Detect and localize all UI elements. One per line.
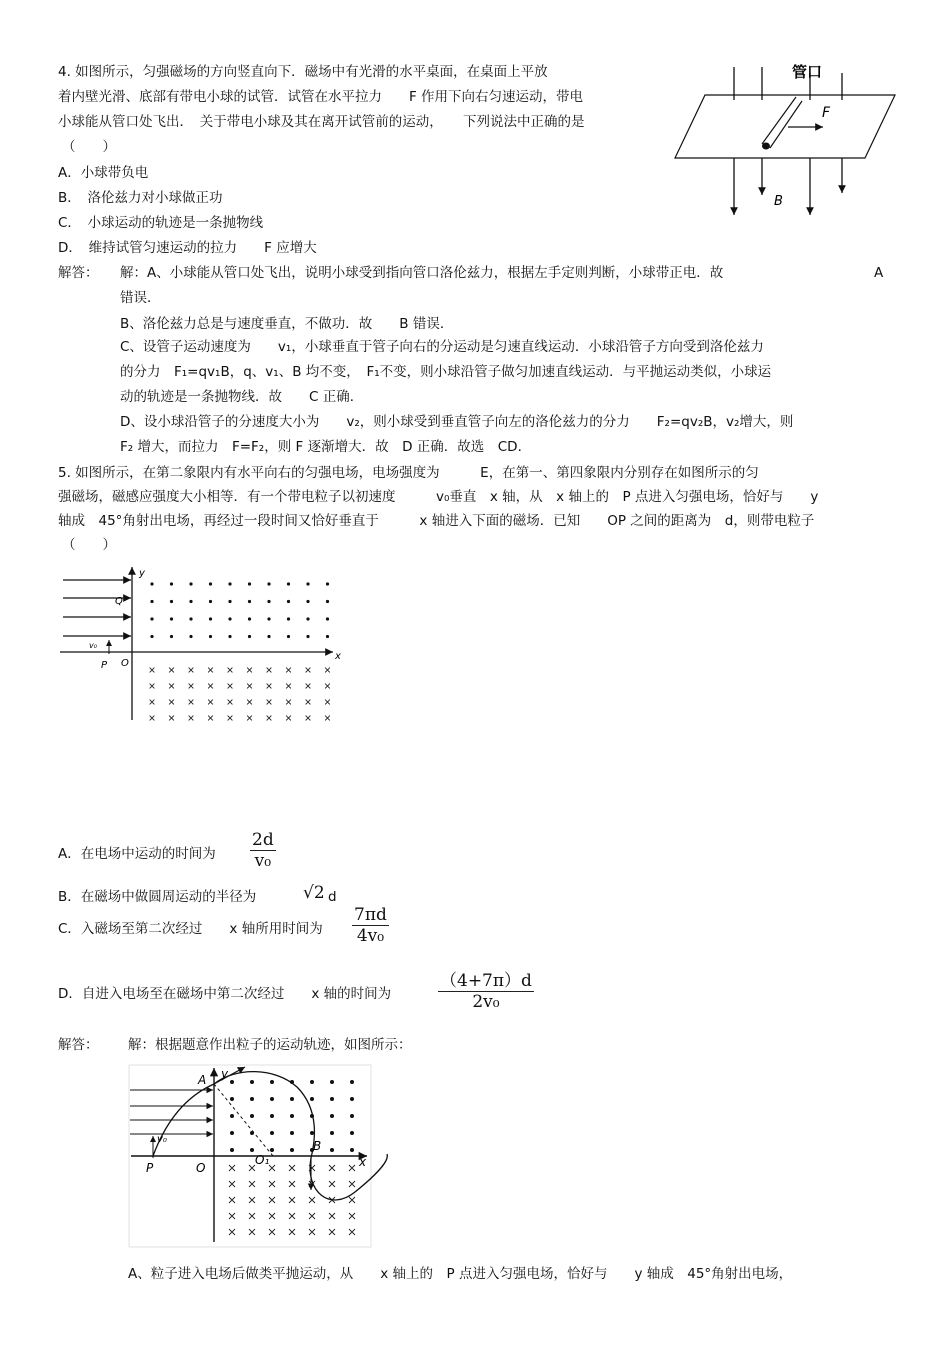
- point-p-label: P: [101, 660, 108, 671]
- field-dot: [250, 1148, 254, 1152]
- field-cross: [189, 684, 194, 689]
- point-a-label: A: [198, 1073, 207, 1087]
- field-cross: [267, 700, 272, 705]
- field-dot: [230, 1131, 234, 1135]
- field-cross: [189, 668, 194, 673]
- field-dot: [330, 1097, 334, 1101]
- y-axis-label: y: [221, 1067, 229, 1081]
- field-cross: [349, 1165, 355, 1171]
- field-cross: [329, 1181, 335, 1187]
- a5-line2: A、粒子进入电场后做类平抛运动，从 x 轴上的 P 点进入匀强电场，恰好与 y 轴成 45°角射出电场，: [128, 1266, 793, 1282]
- field-dot: [270, 1148, 274, 1152]
- q5-figure-field-diagram: [55, 562, 350, 732]
- field-dot: [287, 600, 290, 603]
- y-axis-label: y: [139, 568, 145, 579]
- field-cross: [169, 668, 174, 673]
- charged-ball: [762, 143, 770, 150]
- field-dot: [326, 582, 329, 585]
- a5-figure-trajectory: [125, 1062, 400, 1250]
- field-cross: [229, 1213, 235, 1219]
- q4-option-d: D． 维持试管匀速运动的拉力 F 应增大: [58, 240, 317, 256]
- q5-line2: 强磁场，磁感应强度大小相等．有一个带电粒子以初速度 v₀垂直 x 轴，从 x 轴上的 P 点进入匀强电场，恰好与 y: [58, 489, 819, 505]
- field-cross: [208, 716, 213, 721]
- field-dot: [170, 617, 173, 620]
- field-dot: [310, 1097, 314, 1101]
- a5-line1: 解：根据题意作出粒子的运动轨迹，如图所示：: [128, 1037, 412, 1053]
- field-cross: [289, 1181, 295, 1187]
- field-dot: [150, 635, 153, 638]
- field-cross: [349, 1181, 355, 1187]
- field-dot: [250, 1114, 254, 1118]
- magnetic-field-out-dots: [150, 582, 329, 638]
- fraction-numerator: 2d: [252, 830, 274, 850]
- field-cross: [286, 716, 291, 721]
- field-cross: [169, 716, 174, 721]
- q4-line2: 着内壁光滑、底部有带电小球的试管．试管在水平拉力 F 作用下向右匀速运动，带电: [58, 89, 584, 105]
- field-cross: [229, 1197, 235, 1203]
- field-dot: [306, 617, 309, 620]
- force-label: F: [822, 105, 831, 121]
- field-cross: [150, 716, 155, 721]
- field-dot: [270, 1080, 274, 1084]
- a4-prefix: 解答：: [58, 265, 99, 281]
- field-cross: [150, 700, 155, 705]
- radius-dashed-line: [214, 1084, 273, 1156]
- field-label: B: [774, 194, 783, 209]
- second-arc-path: [310, 1154, 387, 1200]
- field-dot: [209, 617, 212, 620]
- field-cross: [286, 700, 291, 705]
- field-cross: [228, 668, 233, 673]
- field-cross: [269, 1197, 275, 1203]
- a4-line6: 动的轨迹是一条抛物线．故 C 正确．: [120, 389, 364, 405]
- fraction-denominator: 2v₀: [472, 992, 500, 1012]
- radius-unit: d: [328, 889, 337, 905]
- field-dot: [306, 582, 309, 585]
- field-dot: [228, 635, 231, 638]
- field-dot: [170, 600, 173, 603]
- field-cross: [229, 1165, 235, 1171]
- field-dot: [306, 600, 309, 603]
- field-cross: [289, 1229, 295, 1235]
- field-dot: [350, 1131, 354, 1135]
- q4-answer-blank: （ ）: [62, 139, 116, 155]
- field-cross: [249, 1197, 255, 1203]
- point-b-label: B: [313, 1139, 322, 1153]
- point-p-label: P: [146, 1161, 154, 1175]
- field-dot: [248, 582, 251, 585]
- field-cross: [208, 668, 213, 673]
- fraction-denominator: 4v₀: [356, 926, 385, 946]
- field-cross: [306, 716, 311, 721]
- point-q-label: Q: [115, 596, 123, 607]
- a5-prefix: 解答：: [58, 1037, 99, 1053]
- field-cross: [267, 684, 272, 689]
- field-dot: [270, 1131, 274, 1135]
- q5-option-d: D．自进入电场至在磁场中第二次经过 x 轴的时间为: [58, 986, 392, 1002]
- field-cross: [228, 684, 233, 689]
- a4-line1: 解：A、小球能从管口处飞出，说明小球受到指向管口洛伦兹力，根据左手定则判断，小球带正电．故: [120, 265, 724, 281]
- field-dot: [209, 600, 212, 603]
- field-cross: [349, 1197, 355, 1203]
- field-cross: [309, 1197, 315, 1203]
- field-dot: [228, 617, 231, 620]
- field-cross: [269, 1213, 275, 1219]
- field-dot: [330, 1114, 334, 1118]
- field-cross: [329, 1229, 335, 1235]
- field-dot: [189, 600, 192, 603]
- a4-line1-tail: A: [874, 265, 884, 281]
- field-dot: [326, 617, 329, 620]
- field-dot: [270, 1114, 274, 1118]
- field-cross: [247, 684, 252, 689]
- fraction-denominator: v₀: [254, 851, 272, 871]
- field-dot: [209, 582, 212, 585]
- fraction-numerator: 7πd: [354, 905, 387, 925]
- q4-figure-tube-diagram: [670, 55, 900, 225]
- q4-option-a: A．小球带负电: [58, 165, 149, 181]
- field-dot: [290, 1114, 294, 1118]
- field-cross: [269, 1229, 275, 1235]
- field-dot: [290, 1097, 294, 1101]
- field-dot: [287, 582, 290, 585]
- field-dot: [248, 600, 251, 603]
- field-dot: [150, 582, 153, 585]
- field-dot: [150, 617, 153, 620]
- a4-line4: C、设管子运动速度为 v₁，小球垂直于管子向右的分运动是匀速直线运动．小球沿管子方向受到洛伦兹力: [120, 339, 764, 355]
- q5-option-c-fraction: [352, 905, 389, 946]
- field-dot: [326, 600, 329, 603]
- q5-option-c: C．入磁场至第二次经过 x 轴所用时间为: [58, 921, 323, 937]
- field-dot: [230, 1097, 234, 1101]
- field-cross: [229, 1229, 235, 1235]
- field-cross: [349, 1229, 355, 1235]
- origin-label: O: [121, 658, 129, 669]
- field-dot: [290, 1131, 294, 1135]
- field-cross: [208, 684, 213, 689]
- x-axis-label: x: [335, 651, 341, 662]
- q5-line3: 轴成 45°角射出电场，再经过一段时间又恰好垂直于 x 轴进入下面的磁场．已知 OP 之间的距离为 d，则带电粒子: [58, 513, 815, 529]
- q5-option-a: A．在电场中运动的时间为: [58, 846, 216, 862]
- field-cross: [306, 684, 311, 689]
- field-cross: [249, 1181, 255, 1187]
- q4-option-c: C． 小球运动的轨迹是一条抛物线: [58, 215, 264, 231]
- field-dot: [350, 1097, 354, 1101]
- field-cross: [189, 716, 194, 721]
- field-dot: [230, 1080, 234, 1084]
- field-dot: [326, 635, 329, 638]
- field-dot: [267, 600, 270, 603]
- field-cross: [289, 1213, 295, 1219]
- a4-line8: F₂ 增大，而拉力 F=F₂，则 F 逐渐增大．故 D 正确．故选 CD．: [120, 439, 532, 455]
- field-cross: [325, 668, 330, 673]
- tube-edge: [762, 97, 796, 144]
- a4-line2: 错误．: [120, 290, 161, 306]
- field-dot: [230, 1148, 234, 1152]
- field-dot: [287, 635, 290, 638]
- field-cross: [306, 700, 311, 705]
- q4-line3: 小球能从管口处飞出． 关于带电小球及其在离开试管前的运动， 下列说法中正确的是: [58, 114, 585, 130]
- field-dot: [267, 617, 270, 620]
- field-dot: [330, 1131, 334, 1135]
- field-cross: [286, 668, 291, 673]
- field-cross: [229, 1181, 235, 1187]
- field-dot: [330, 1080, 334, 1084]
- field-dot: [170, 582, 173, 585]
- field-cross: [247, 668, 252, 673]
- field-dot: [350, 1080, 354, 1084]
- field-cross: [208, 700, 213, 705]
- field-dot: [248, 635, 251, 638]
- field-dot: [228, 600, 231, 603]
- field-dot: [250, 1080, 254, 1084]
- field-cross: [286, 684, 291, 689]
- field-cross: [269, 1181, 275, 1187]
- q4-line1: 4. 如图所示，匀强磁场的方向竖直向下．磁场中有光滑的水平桌面，在桌面上平放: [58, 64, 548, 80]
- field-dot: [306, 635, 309, 638]
- field-dot: [189, 582, 192, 585]
- field-cross: [228, 700, 233, 705]
- field-cross: [267, 668, 272, 673]
- field-cross: [325, 684, 330, 689]
- field-dot: [330, 1148, 334, 1152]
- magnetic-field-out-dots: [230, 1080, 354, 1152]
- field-cross: [289, 1197, 295, 1203]
- field-dot: [170, 635, 173, 638]
- magnetic-field-in-crosses: [150, 668, 330, 721]
- tube-edge: [770, 101, 802, 148]
- field-cross: [249, 1229, 255, 1235]
- field-cross: [325, 700, 330, 705]
- field-dot: [267, 582, 270, 585]
- field-cross: [309, 1213, 315, 1219]
- a4-line5: 的分力 F₁=qv₁B，q、v₁、B 均不变， F₁不变，则小球沿管子做匀加速直线运动．与平抛运动类似，小球运: [120, 364, 772, 380]
- field-dot: [150, 600, 153, 603]
- tube-mouth-label: 管口: [792, 63, 823, 81]
- field-dot: [189, 617, 192, 620]
- field-cross: [329, 1213, 335, 1219]
- a4-line3: B、洛伦兹力总是与速度垂直，不做功．故 B 错误．: [120, 316, 454, 332]
- field-dot: [267, 635, 270, 638]
- field-dot: [189, 635, 192, 638]
- field-cross: [289, 1165, 295, 1171]
- field-cross: [309, 1229, 315, 1235]
- fraction-numerator: （4+7π）d: [438, 966, 534, 992]
- field-cross: [228, 716, 233, 721]
- field-cross: [150, 668, 155, 673]
- field-cross: [189, 700, 194, 705]
- field-dot: [310, 1131, 314, 1135]
- v0-label: v₀: [157, 1134, 167, 1145]
- a4-line7: D、设小球沿管子的分速度大小为 v₂，则小球受到垂直管子向左的洛伦兹力的分力 F₂=qv₂B，v₂增大，则: [120, 414, 794, 430]
- field-dot: [350, 1114, 354, 1118]
- field-dot: [248, 617, 251, 620]
- field-cross: [249, 1213, 255, 1219]
- field-cross: [150, 684, 155, 689]
- q5-line1: 5. 如图所示，在第二象限内有水平向右的匀强电场，电场强度为 E，在第一、第四象限内分别存在如图所示的匀: [58, 465, 759, 481]
- field-dot: [228, 582, 231, 585]
- field-dot: [310, 1080, 314, 1084]
- field-cross: [267, 716, 272, 721]
- field-cross: [325, 716, 330, 721]
- field-cross: [247, 716, 252, 721]
- q5-option-d-fraction: [438, 966, 534, 1012]
- sqrt-two: √2: [303, 883, 325, 903]
- field-dot: [230, 1114, 234, 1118]
- field-cross: [349, 1213, 355, 1219]
- field-dot: [250, 1097, 254, 1101]
- field-cross: [169, 684, 174, 689]
- field-dot: [350, 1148, 354, 1152]
- exit-velocity-arrow: [214, 1067, 245, 1084]
- q5-answer-blank: （ ）: [62, 537, 116, 553]
- origin-label: O: [196, 1161, 206, 1175]
- x-axis-label: x: [359, 1155, 367, 1169]
- q4-option-b: B． 洛伦兹力对小球做正功: [58, 190, 223, 206]
- center-o1-label: O₁: [255, 1153, 270, 1167]
- v0-label: v₀: [89, 641, 97, 650]
- field-cross: [306, 668, 311, 673]
- field-cross: [247, 700, 252, 705]
- field-dot: [290, 1148, 294, 1152]
- field-dot: [287, 617, 290, 620]
- field-dot: [270, 1097, 274, 1101]
- field-cross: [169, 700, 174, 705]
- field-cross: [329, 1165, 335, 1171]
- q5-option-a-fraction: [250, 830, 276, 871]
- q5-option-b: B．在磁场中做圆周运动的半径为: [58, 889, 257, 905]
- field-cross: [269, 1165, 275, 1171]
- field-dot: [209, 635, 212, 638]
